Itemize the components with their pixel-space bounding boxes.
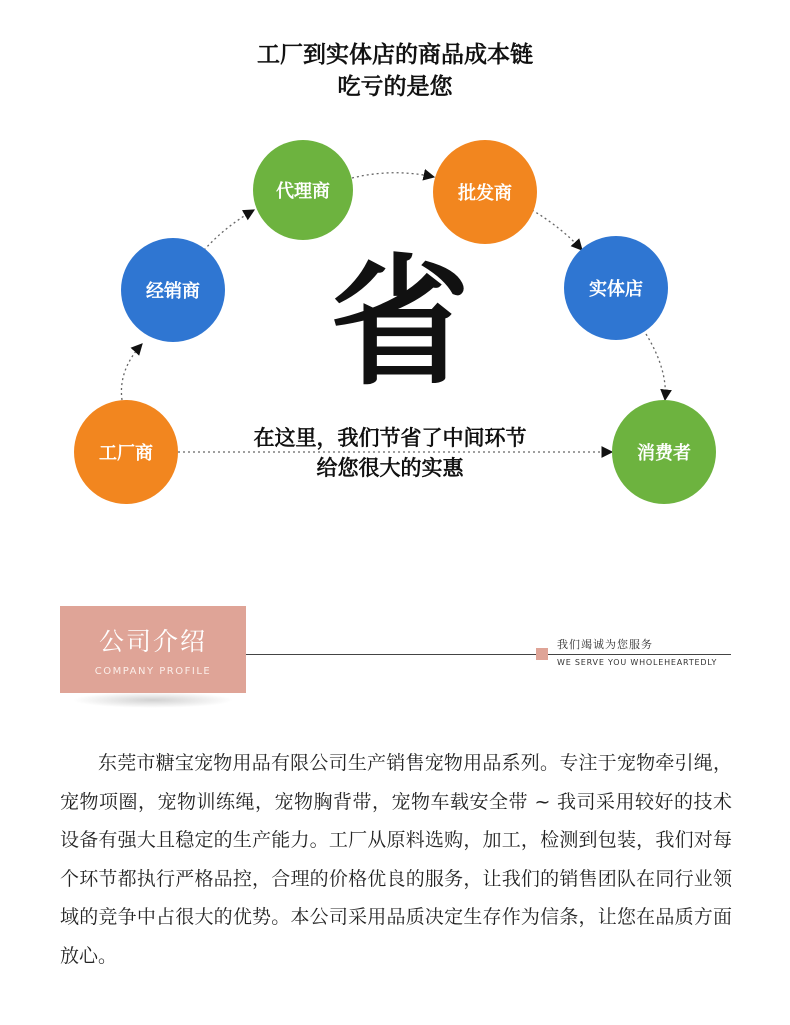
node-factory-label: 工厂商 [99,443,153,464]
connector-distributor-agent [204,210,254,250]
node-consumer-label: 消费者 [637,443,691,464]
connector-agent-wholesaler [352,173,434,178]
connector-factory-distributor [121,344,142,400]
company-profile-title: 公司介绍 [98,627,207,656]
headline-line-2: 吃亏的是您 [337,74,453,100]
node-retailer [564,236,668,340]
node-distributor [121,238,225,342]
node-factory [74,400,178,504]
node-agent-label: 代理商 [276,181,330,202]
company-profile-subtitle: COMPANY PROFILE [94,666,212,677]
company-intro-paragraph: 东莞市糖宝宠物用品有限公司生产销售宠物用品系列。专注于宠物牵引绳，宠物项圈，宠物训练绳，宠物胸背带，宠物车载安全带 ~ 我司采用较好的技术设备有强大且稳定的生产能力。工厂从原料选购，加工，检测到包装，我们对每个环节都执行严格品控，合理的价格优良的服务，让我们的销售团队在同行业领域的竞争中占很大的优势。本公司采用品质决定生存作为信条，让您在品质方面放心。 [60,752,732,967]
node-distributor-label: 经销商 [146,281,200,302]
company-profile-header [60,606,246,693]
center-save-character: 省 [330,242,471,405]
serve-slogan-en: WE SERVE YOU WHOLEHEARTEDLY [557,658,718,667]
node-wholesaler [433,140,537,244]
saving-message-line-1: 在这里，我们节省了中间环节 [253,426,527,450]
saving-message-line-2: 给您很大的实惠 [316,456,464,480]
connector-retailer-consumer [646,334,665,400]
serve-slogan-cn: 我们竭诚为您服务 [557,638,653,651]
node-retailer-label: 实体店 [589,279,643,300]
divider-square-marker [536,648,548,660]
node-agent [253,140,353,240]
connector-wholesaler-retailer [532,210,582,250]
headline-line-1: 工厂到实体店的商品成本链 [257,42,533,68]
node-wholesaler-label: 批发商 [458,183,512,204]
section-header-shadow [72,692,234,708]
node-consumer [612,400,716,504]
section-divider-line [246,654,731,655]
